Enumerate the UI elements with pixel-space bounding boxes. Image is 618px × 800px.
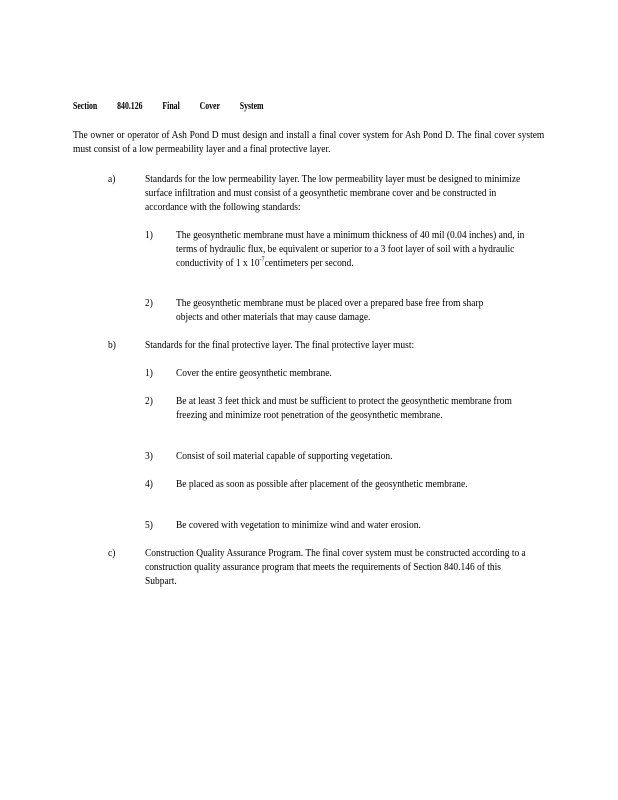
intro-paragraph: The owner or operator of Ash Pond D must design and install a final cover system for Ash Pond D. The final cover system must consist of a low permeability layer and a final protective layer. xyxy=(73,129,545,155)
item-a2-text: The geosynthetic membrane must be placed over a prepared base free from sharp objects and other materials that may cause damage. xyxy=(176,297,484,323)
item-a-text: Standards for the low permeability layer. The low permeability layer must be designed to minimize surface infiltration and must consist of a geosynthetic membrane cover and be constructed in accordance with the following standards: xyxy=(145,173,521,213)
exponent: -7 xyxy=(259,255,265,264)
item-b2-label: 2) xyxy=(145,395,153,407)
item-b2-text: Be at least 3 feet thick and must be sufficient to protect the geosynthetic membrane from freezing and minimize root penetration of the geosynthetic membrane. xyxy=(176,395,512,421)
item-a1-label: 1) xyxy=(145,229,153,241)
item-b1-label: 1) xyxy=(145,367,153,379)
item-a1-text: The geosynthetic membrane must have a minimum thickness of 40 mil (0.04 inches) and, in terms of hydraulic flux, be equivalent or superior to a 3 foot layer of soil with a hydraulic conductivity of 1 x $10^{-7}centimeters$ per second. xyxy=(176,229,525,269)
item-c-label: c) xyxy=(108,547,116,559)
item-b4-label: 4) xyxy=(145,478,153,490)
item-b3-label: 3) xyxy=(145,450,153,462)
item-b5-label: 5) xyxy=(145,519,153,531)
item-b5-text: Be covered with vegetation to minimize wind and water erosion. xyxy=(176,519,421,531)
item-b-text: Standards for the final protective layer. The final protective layer must: xyxy=(145,339,415,351)
item-c-text: Construction Quality Assurance Program. The final cover system must be constructed according to a construction quality assurance program that meets the requirements of Section 840.146 of this Subpart. xyxy=(145,547,526,587)
item-b4-text: Be placed as soon as possible after placement of the geosynthetic membrane. xyxy=(176,478,468,490)
item-b-label: b) xyxy=(108,339,116,351)
item-a2-label: 2) xyxy=(145,297,153,309)
item-a-label: a) xyxy=(108,173,116,185)
section-heading: Section 840.126 Final Cover System xyxy=(73,101,264,112)
item-b1-text: Cover the entire geosynthetic membrane. xyxy=(176,367,332,379)
item-b3-text: Consist of soil material capable of supporting vegetation. xyxy=(176,450,393,462)
